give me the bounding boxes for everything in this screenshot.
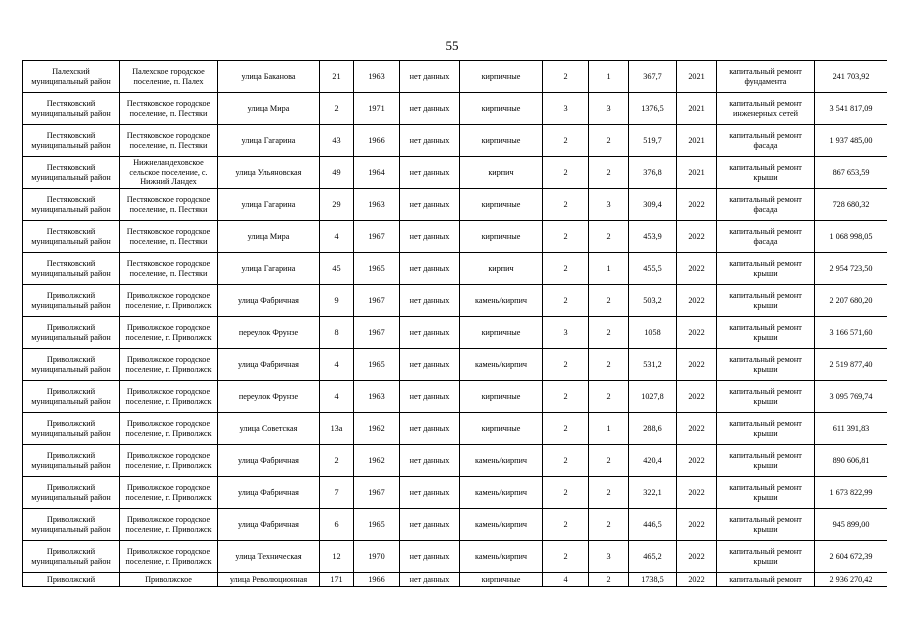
entrances-cell: 2 <box>589 349 629 381</box>
table-row <box>23 573 888 587</box>
area-cell: 376,8 <box>629 157 677 189</box>
table-row <box>23 93 888 125</box>
build-year-cell: 1962 <box>354 445 400 477</box>
build-year-cell: 1967 <box>354 285 400 317</box>
material-cell: камень/кирпич <box>460 349 543 381</box>
area-cell: 288,6 <box>629 413 677 445</box>
district-cell: Приволжский муниципальный район <box>23 477 120 509</box>
entrances-cell: 2 <box>589 381 629 413</box>
wall-data-cell: нет данных <box>400 125 460 157</box>
settlement-cell: Палехское городское поселение, п. Палех <box>120 61 218 93</box>
district-cell: Приволжский муниципальный район <box>23 381 120 413</box>
house-number-cell: 45 <box>320 253 354 285</box>
plan-year-cell: 2022 <box>677 189 717 221</box>
settlement-cell: Пестяковское городское поселение, п. Пестяки <box>120 93 218 125</box>
area-cell: 1027,8 <box>629 381 677 413</box>
street-cell: улица Мира <box>218 93 320 125</box>
build-year-cell: 1966 <box>354 125 400 157</box>
settlement-cell: Пестяковское городское поселение, п. Пестяки <box>120 189 218 221</box>
table-body <box>23 61 888 587</box>
house-number-cell: 4 <box>320 221 354 253</box>
cost-cell: 241 703,92 <box>815 61 888 93</box>
house-number-cell: 13а <box>320 413 354 445</box>
build-year-cell: 1962 <box>354 413 400 445</box>
entrances-cell: 2 <box>589 221 629 253</box>
floors-cell: 3 <box>543 93 589 125</box>
entrances-cell: 1 <box>589 253 629 285</box>
floors-cell: 2 <box>543 509 589 541</box>
settlement-cell: Пестяковское городское поселение, п. Пестяки <box>120 253 218 285</box>
table-row <box>23 445 888 477</box>
floors-cell: 2 <box>543 541 589 573</box>
entrances-cell: 2 <box>589 157 629 189</box>
wall-data-cell: нет данных <box>400 253 460 285</box>
street-cell: улица Гагарина <box>218 253 320 285</box>
wall-data-cell: нет данных <box>400 413 460 445</box>
district-cell: Пестяковский муниципальный район <box>23 157 120 189</box>
house-number-cell: 29 <box>320 189 354 221</box>
work-type-cell: капитальный ремонт крыши <box>717 253 815 285</box>
area-cell: 1738,5 <box>629 573 677 587</box>
cost-cell: 890 606,81 <box>815 445 888 477</box>
settlement-cell: Приволжское городское поселение, г. Приволжск <box>120 509 218 541</box>
cost-cell: 2 207 680,20 <box>815 285 888 317</box>
wall-data-cell: нет данных <box>400 317 460 349</box>
settlement-cell: Приволжское городское поселение, г. Приволжск <box>120 413 218 445</box>
material-cell: кирпич <box>460 253 543 285</box>
build-year-cell: 1965 <box>354 253 400 285</box>
street-cell: переулок Фрунзе <box>218 381 320 413</box>
district-cell: Приволжский муниципальный район <box>23 317 120 349</box>
material-cell: кирпичные <box>460 93 543 125</box>
street-cell: переулок Фрунзе <box>218 317 320 349</box>
floors-cell: 3 <box>543 317 589 349</box>
house-number-cell: 49 <box>320 157 354 189</box>
wall-data-cell: нет данных <box>400 541 460 573</box>
district-cell: Пестяковский муниципальный район <box>23 93 120 125</box>
area-cell: 367,7 <box>629 61 677 93</box>
floors-cell: 2 <box>543 189 589 221</box>
plan-year-cell: 2021 <box>677 93 717 125</box>
area-cell: 446,5 <box>629 509 677 541</box>
house-number-cell: 4 <box>320 349 354 381</box>
plan-year-cell: 2022 <box>677 317 717 349</box>
work-type-cell: капитальный ремонт фасада <box>717 125 815 157</box>
plan-year-cell: 2021 <box>677 125 717 157</box>
table-row <box>23 317 888 349</box>
table-row <box>23 477 888 509</box>
build-year-cell: 1971 <box>354 93 400 125</box>
work-type-cell: капитальный ремонт крыши <box>717 349 815 381</box>
floors-cell: 2 <box>543 157 589 189</box>
settlement-cell: Приволжское городское поселение, г. Приволжск <box>120 445 218 477</box>
house-number-cell: 21 <box>320 61 354 93</box>
build-year-cell: 1964 <box>354 157 400 189</box>
table-row <box>23 253 888 285</box>
material-cell: кирпичные <box>460 125 543 157</box>
floors-cell: 2 <box>543 61 589 93</box>
entrances-cell: 2 <box>589 285 629 317</box>
wall-data-cell: нет данных <box>400 61 460 93</box>
wall-data-cell: нет данных <box>400 157 460 189</box>
house-number-cell: 6 <box>320 509 354 541</box>
work-type-cell: капитальный ремонт инженерных сетей <box>717 93 815 125</box>
work-type-cell: капитальный ремонт крыши <box>717 317 815 349</box>
district-cell: Палехский муниципальный район <box>23 61 120 93</box>
district-cell: Пестяковский муниципальный район <box>23 189 120 221</box>
build-year-cell: 1970 <box>354 541 400 573</box>
wall-data-cell: нет данных <box>400 189 460 221</box>
area-cell: 503,2 <box>629 285 677 317</box>
material-cell: кирпичные <box>460 221 543 253</box>
settlement-cell: Приволжское городское поселение, г. Приволжск <box>120 349 218 381</box>
plan-year-cell: 2022 <box>677 445 717 477</box>
material-cell: камень/кирпич <box>460 445 543 477</box>
floors-cell: 2 <box>543 253 589 285</box>
build-year-cell: 1963 <box>354 61 400 93</box>
table-row <box>23 189 888 221</box>
cost-cell: 611 391,83 <box>815 413 888 445</box>
house-number-cell: 9 <box>320 285 354 317</box>
plan-year-cell: 2022 <box>677 413 717 445</box>
table-row <box>23 413 888 445</box>
cost-cell: 3 541 817,09 <box>815 93 888 125</box>
material-cell: кирпич <box>460 157 543 189</box>
street-cell: улица Советская <box>218 413 320 445</box>
entrances-cell: 1 <box>589 413 629 445</box>
floors-cell: 2 <box>543 125 589 157</box>
house-number-cell: 4 <box>320 381 354 413</box>
area-cell: 322,1 <box>629 477 677 509</box>
housing-repair-table <box>22 60 887 587</box>
street-cell: улица Мира <box>218 221 320 253</box>
plan-year-cell: 2022 <box>677 477 717 509</box>
wall-data-cell: нет данных <box>400 93 460 125</box>
housing-repair-table-wrapper <box>22 60 887 590</box>
work-type-cell: капитальный ремонт фасада <box>717 189 815 221</box>
area-cell: 420,4 <box>629 445 677 477</box>
entrances-cell: 2 <box>589 125 629 157</box>
floors-cell: 2 <box>543 285 589 317</box>
street-cell: улица Фабричная <box>218 285 320 317</box>
plan-year-cell: 2022 <box>677 221 717 253</box>
floors-cell: 2 <box>543 477 589 509</box>
cost-cell: 945 899,00 <box>815 509 888 541</box>
work-type-cell: капитальный ремонт крыши <box>717 413 815 445</box>
floors-cell: 2 <box>543 221 589 253</box>
district-cell: Пестяковский муниципальный район <box>23 221 120 253</box>
entrances-cell: 1 <box>589 61 629 93</box>
street-cell: улица Фабричная <box>218 477 320 509</box>
plan-year-cell: 2022 <box>677 573 717 587</box>
plan-year-cell: 2022 <box>677 253 717 285</box>
plan-year-cell: 2022 <box>677 381 717 413</box>
work-type-cell: капитальный ремонт крыши <box>717 381 815 413</box>
work-type-cell: капитальный ремонт крыши <box>717 477 815 509</box>
entrances-cell: 2 <box>589 317 629 349</box>
settlement-cell: Пестяковское городское поселение, п. Пестяки <box>120 125 218 157</box>
settlement-cell: Приволжское городское поселение, г. Приволжск <box>120 381 218 413</box>
cost-cell: 2 519 877,40 <box>815 349 888 381</box>
district-cell: Приволжский муниципальный район <box>23 285 120 317</box>
area-cell: 519,7 <box>629 125 677 157</box>
work-type-cell: капитальный ремонт крыши <box>717 445 815 477</box>
area-cell: 465,2 <box>629 541 677 573</box>
district-cell: Приволжский <box>23 573 120 587</box>
material-cell: кирпичные <box>460 61 543 93</box>
cost-cell: 867 653,59 <box>815 157 888 189</box>
district-cell: Пестяковский муниципальный район <box>23 253 120 285</box>
street-cell: улица Баканова <box>218 61 320 93</box>
cost-cell: 1 673 822,99 <box>815 477 888 509</box>
wall-data-cell: нет данных <box>400 509 460 541</box>
area-cell: 1376,5 <box>629 93 677 125</box>
floors-cell: 2 <box>543 445 589 477</box>
table-row <box>23 509 888 541</box>
build-year-cell: 1967 <box>354 221 400 253</box>
work-type-cell: капитальный ремонт крыши <box>717 285 815 317</box>
settlement-cell: Приволжское городское поселение, г. Приволжск <box>120 317 218 349</box>
plan-year-cell: 2022 <box>677 349 717 381</box>
area-cell: 1058 <box>629 317 677 349</box>
floors-cell: 2 <box>543 381 589 413</box>
plan-year-cell: 2022 <box>677 285 717 317</box>
area-cell: 531,2 <box>629 349 677 381</box>
table-row <box>23 157 888 189</box>
street-cell: улица Ульяновская <box>218 157 320 189</box>
entrances-cell: 3 <box>589 93 629 125</box>
district-cell: Приволжский муниципальный район <box>23 509 120 541</box>
material-cell: кирпичные <box>460 189 543 221</box>
plan-year-cell: 2021 <box>677 157 717 189</box>
house-number-cell: 2 <box>320 93 354 125</box>
page-number: 55 <box>445 38 459 53</box>
work-type-cell: капитальный ремонт крыши <box>717 509 815 541</box>
entrances-cell: 3 <box>589 541 629 573</box>
street-cell: улица Фабричная <box>218 509 320 541</box>
entrances-cell: 2 <box>589 573 629 587</box>
settlement-cell: Приволжское городское поселение, г. Приволжск <box>120 285 218 317</box>
build-year-cell: 1965 <box>354 349 400 381</box>
table-row <box>23 541 888 573</box>
street-cell: улица Фабричная <box>218 445 320 477</box>
build-year-cell: 1963 <box>354 189 400 221</box>
house-number-cell: 12 <box>320 541 354 573</box>
area-cell: 453,9 <box>629 221 677 253</box>
cost-cell: 2 604 672,39 <box>815 541 888 573</box>
floors-cell: 4 <box>543 573 589 587</box>
material-cell: кирпичные <box>460 317 543 349</box>
material-cell: камень/кирпич <box>460 285 543 317</box>
wall-data-cell: нет данных <box>400 477 460 509</box>
material-cell: камень/кирпич <box>460 509 543 541</box>
house-number-cell: 8 <box>320 317 354 349</box>
entrances-cell: 3 <box>589 189 629 221</box>
area-cell: 309,4 <box>629 189 677 221</box>
district-cell: Приволжский муниципальный район <box>23 413 120 445</box>
table-row <box>23 61 888 93</box>
build-year-cell: 1967 <box>354 317 400 349</box>
table-row <box>23 221 888 253</box>
entrances-cell: 2 <box>589 445 629 477</box>
district-cell: Приволжский муниципальный район <box>23 541 120 573</box>
floors-cell: 2 <box>543 349 589 381</box>
table-row <box>23 381 888 413</box>
build-year-cell: 1967 <box>354 477 400 509</box>
entrances-cell: 2 <box>589 477 629 509</box>
work-type-cell: капитальный ремонт <box>717 573 815 587</box>
cost-cell: 3 166 571,60 <box>815 317 888 349</box>
cost-cell: 3 095 769,74 <box>815 381 888 413</box>
settlement-cell: Пестяковское городское поселение, п. Пестяки <box>120 221 218 253</box>
district-cell: Пестяковский муниципальный район <box>23 125 120 157</box>
table-row <box>23 349 888 381</box>
wall-data-cell: нет данных <box>400 221 460 253</box>
plan-year-cell: 2021 <box>677 61 717 93</box>
wall-data-cell: нет данных <box>400 285 460 317</box>
street-cell: улица Гагарина <box>218 189 320 221</box>
district-cell: Приволжский муниципальный район <box>23 349 120 381</box>
material-cell: камень/кирпич <box>460 477 543 509</box>
work-type-cell: капитальный ремонт крыши <box>717 157 815 189</box>
build-year-cell: 1965 <box>354 509 400 541</box>
wall-data-cell: нет данных <box>400 349 460 381</box>
entrances-cell: 2 <box>589 509 629 541</box>
work-type-cell: капитальный ремонт фундамента <box>717 61 815 93</box>
settlement-cell: Нижнеландеховское сельское поселение, с. Нижний Ландех <box>120 157 218 189</box>
plan-year-cell: 2022 <box>677 541 717 573</box>
street-cell: улица Техническая <box>218 541 320 573</box>
settlement-cell: Приволжское <box>120 573 218 587</box>
wall-data-cell: нет данных <box>400 445 460 477</box>
street-cell: улица Революционная <box>218 573 320 587</box>
cost-cell: 1 068 998,05 <box>815 221 888 253</box>
street-cell: улица Гагарина <box>218 125 320 157</box>
material-cell: кирпичные <box>460 381 543 413</box>
wall-data-cell: нет данных <box>400 381 460 413</box>
house-number-cell: 2 <box>320 445 354 477</box>
material-cell: камень/кирпич <box>460 541 543 573</box>
table-row <box>23 285 888 317</box>
cost-cell: 2 936 270,42 <box>815 573 888 587</box>
settlement-cell: Приволжское городское поселение, г. Приволжск <box>120 477 218 509</box>
settlement-cell: Приволжское городское поселение, г. Приволжск <box>120 541 218 573</box>
material-cell: кирпичные <box>460 413 543 445</box>
house-number-cell: 43 <box>320 125 354 157</box>
build-year-cell: 1963 <box>354 381 400 413</box>
build-year-cell: 1966 <box>354 573 400 587</box>
area-cell: 455,5 <box>629 253 677 285</box>
plan-year-cell: 2022 <box>677 509 717 541</box>
cost-cell: 1 937 485,00 <box>815 125 888 157</box>
house-number-cell: 171 <box>320 573 354 587</box>
wall-data-cell: нет данных <box>400 573 460 587</box>
district-cell: Приволжский муниципальный район <box>23 445 120 477</box>
street-cell: улица Фабричная <box>218 349 320 381</box>
material-cell: кирпичные <box>460 573 543 587</box>
table-row <box>23 125 888 157</box>
cost-cell: 728 680,32 <box>815 189 888 221</box>
work-type-cell: капитальный ремонт крыши <box>717 541 815 573</box>
cost-cell: 2 954 723,50 <box>815 253 888 285</box>
house-number-cell: 7 <box>320 477 354 509</box>
work-type-cell: капитальный ремонт фасада <box>717 221 815 253</box>
floors-cell: 2 <box>543 413 589 445</box>
